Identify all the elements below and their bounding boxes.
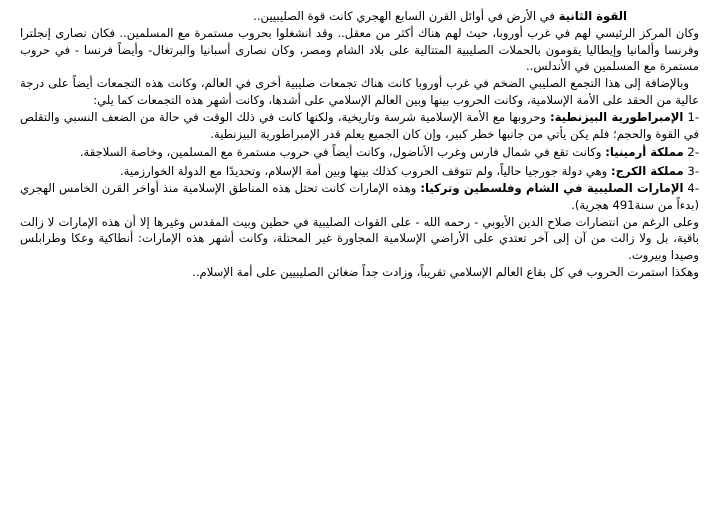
item-title: الإمبراطورية البيزنطية: (550, 109, 684, 124)
paragraph-other-gatherings: وبالإضافة إلى هذا التجمع الصليبي الضخم في غرب أوروبا كانت هناك تجمعات صليبية أخرى في العالم، وكانت هذه التجمعات أيضاً على درجة عالية من الحقد على الأمة الإسلامية، وكانت الحروب بينها وبين العالم الإسلامي على أشدها، وكانت أشهر هذه التجمعات كما يلي: (20, 76, 699, 107)
intro-text: في الأرض في أوائل القرن السابع الهجري كانت قوة الصليبيين.. (253, 9, 559, 23)
item-text: وكانت تقع في شمال فارس وغرب الأناضول، وكانت أيضاً في حروب مستمرة مع المسلمين، وخاصة السلاجقة. (79, 145, 606, 160)
item-title: مملكة أرمينيا: (605, 145, 684, 160)
list-item-georgia (20, 163, 699, 180)
item-title: الإمارات الصليبية في الشام وفلسطين وتركيا: (420, 180, 684, 195)
paragraph-saladin: وعلى الرغم من انتصارات صلاح الدين الأيوبي - رحمه الله - على القوات الصليبية في حطين وبيت المقدس وغيرها إلا أن هذه الإمارات لا زالت باقية، بل ولا زالت من آن إلى آخر تعتدي على الأراضي الإسلامية المجاورة غير المحتلة، وكانت أشهر هذه الإمارات: أنطاكية وعكا وطرابلس وصيدا وبيروت. (20, 214, 699, 263)
paragraph-west-europe: وكان المركز الرئيسي لهم في غرب أوروبا، حيث لهم هناك أكثر من معقل.. وقد انشغلوا بحروب مستمرة مع المسلمين.. فكان نصارى إنجلترا وفرنسا وألمانيا وإيطاليا يقومون بالحملات الصليبية المتتالية على بلاد الشام ومصر، وكان نصارى أسبانيا والبرتغال- وأيضاً فرنسا - في حروب مستمرة مع المسلمين في الأندلس.. (20, 25, 699, 74)
list-item-armenia (20, 144, 699, 161)
list-item-byzantine (20, 109, 699, 143)
item-text: وهي دولة جورجيا حالياً، ولم تتوقف الحروب كذلك بينها وبين أمة الإسلام، وتحديدًا مع الدولة الخوارزمية. (119, 164, 611, 179)
paragraph-conclusion: وهكذا استمرت الحروب في كل بقاع العالم الإسلامي تقريباً، وزادت جداً ضغائن الصليبيين على أمة الإسلام.. (192, 264, 699, 279)
list-item-crusader-states (20, 180, 699, 214)
item-number: -2 (687, 145, 699, 160)
intro-heading: القوة الثانية (558, 9, 627, 23)
item-number: -3 (687, 164, 699, 179)
item-text: وهذه الإمارات كانت تحتل هذه المناطق الإسلامية منذ أواخر القرن الخامس الهجري (بدءاً من سنة491 هجرية). (20, 180, 699, 212)
intro-paragraph (20, 8, 699, 25)
item-title: مملكة الكرج: (610, 164, 684, 179)
item-number: -4 (687, 180, 699, 195)
item-number: -1 (687, 109, 700, 124)
item-text: وحروبها مع الأمة الإسلامية شرسة وتاريخية، ولكنها كانت في ذلك الوقت في حالة من الضعف النسبي والتقلص في القوة والحجم؛ فلم يكن يأتي من جانبها خطر كبير، وإن كان الجميع يعلم قدر الإمبراطورية البيزنطية. (20, 109, 699, 141)
